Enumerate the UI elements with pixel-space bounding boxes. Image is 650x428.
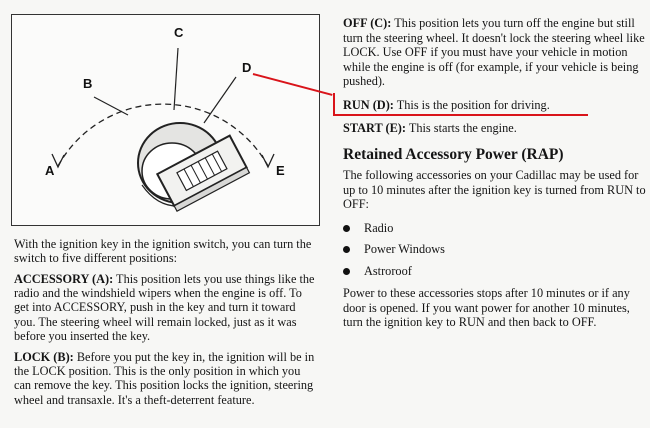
rap-heading: Retained Accessory Power (RAP): [343, 146, 564, 163]
list-item-label: Astroroof: [364, 263, 412, 278]
rap-note: Power to these accessories stops after 10 minutes or if any door is opened. If you want power for another 10 minutes, turn the ignition key to RUN and then back to OFF.: [343, 286, 630, 330]
list-item-label: Radio: [364, 221, 394, 235]
rap-intro: The following accessories on your Cadillac may be used for up to 10 minutes after the ignition key is turned from RUN to OFF:: [343, 168, 646, 212]
highlight-left-edge: [333, 93, 335, 116]
start-paragraph: [343, 121, 648, 136]
list-item: [343, 261, 623, 282]
off-paragraph: [343, 16, 648, 89]
start-text: This starts the engine.: [406, 121, 517, 135]
ignition-illustration: [12, 15, 321, 227]
lock-term: LOCK (B):: [14, 350, 74, 364]
lock-paragraph: [14, 350, 320, 407]
position-label-e: E: [276, 163, 285, 178]
position-label-b: B: [83, 76, 93, 91]
list-item: [343, 218, 623, 239]
bullet-dot-icon: [343, 246, 350, 253]
position-label-d: D: [242, 60, 252, 75]
accessory-list: [343, 218, 623, 282]
off-text: This position lets you turn off the engine but still turn the steering wheel. It doesn't lock the steering wheel like LOCK. Use OFF if you must have your vehicle in motion while the engine is off (for example, if your vehicle is being pushed).: [343, 16, 645, 89]
position-label-c: C: [174, 25, 184, 40]
run-text: This is the position for driving.: [393, 98, 550, 112]
bullet-dot-icon: [343, 225, 350, 232]
run-paragraph: [343, 98, 648, 113]
accessory-term: ACCESSORY (A):: [14, 272, 114, 286]
bullet-dot-icon: [343, 268, 350, 275]
lock-text: Before you put the key in, the ignition will be in the LOCK position. This is the only position in which you can remove the key. This position locks the ignition, steering wheel and transaxle. It's a theft-deterrent feature.: [14, 350, 315, 407]
list-item-label: Power Windows: [364, 242, 445, 257]
run-term: RUN (D):: [343, 98, 394, 112]
position-label-a: A: [45, 163, 55, 178]
accessory-paragraph: [14, 272, 320, 343]
intro-paragraph: With the ignition key in the ignition switch, you can turn the switch to five different positions:: [14, 237, 312, 266]
list-item: [343, 239, 623, 260]
accessory-text: This position lets you use things like the radio and the windshield wipers when the engine is off. To get into ACCESSORY, push in the key and turn it toward you. The steering wheel will remain locked, just as it was before you inserted the key.: [14, 272, 315, 343]
highlight-underline: [333, 114, 588, 116]
ignition-diagram: [11, 14, 320, 226]
start-term: START (E):: [343, 121, 406, 135]
off-term: OFF (C):: [343, 16, 392, 30]
